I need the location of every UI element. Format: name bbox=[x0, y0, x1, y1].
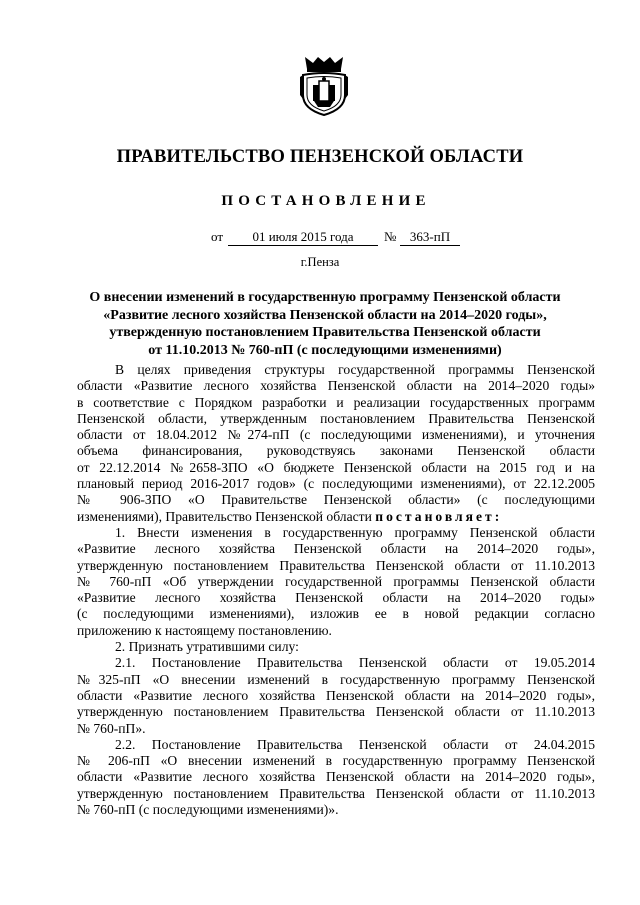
number-prefix: № bbox=[384, 229, 397, 244]
body-line: области от 18.04.2012 №274-пП (с последующими изменениями), и уточнения bbox=[77, 427, 595, 443]
body-line: №325-пП «О внесении изменений в государственную программу Пензенской bbox=[77, 671, 595, 687]
body-line: области «Развитие лесного хозяйства Пензенской области на 2014–2020 годы», bbox=[77, 687, 595, 703]
subject-line: утвержденную постановлением Правительства Пензенской области bbox=[109, 325, 541, 340]
body-line: № 760-пП «Об утверждении государственной программы Пензенской области bbox=[77, 573, 595, 589]
body-line: 2.2. Постановление Правительства Пензенской области от 24.04.2015 bbox=[115, 736, 595, 752]
body-line: в соответствие с Порядком разработки и реализации государственных программ bbox=[77, 394, 595, 410]
document-body bbox=[77, 362, 595, 818]
body-line: объема финансирования, руководствуясь законами Пензенской области bbox=[77, 443, 595, 459]
date-prefix: от bbox=[211, 229, 224, 244]
government-title: ПРАВИТЕЛЬСТВО ПЕНЗЕНСКОЙ ОБЛАСТИ bbox=[116, 147, 524, 167]
body-line: (с последующими изменениями), изложив ее в новой редакции согласно bbox=[77, 606, 595, 622]
body-line: от 22.12.2014 №2658-ЗПО «О бюджете Пензенской области на 2015 год и на bbox=[77, 459, 595, 475]
body-line: Пензенской области, утвержденным постановлением Правительства Пензенской bbox=[77, 410, 595, 426]
coat-of-arms-emblem bbox=[299, 55, 349, 117]
document-type: ПОСТАНОВЛЕНИЕ bbox=[221, 193, 431, 209]
body-line: 2.1. Постановление Правительства Пензенской области от 19.05.2014 bbox=[115, 655, 595, 671]
body-line: утвержденную постановлением Правительства Пензенской области от 11.10.2013 bbox=[77, 704, 595, 720]
city: г.Пенза bbox=[300, 255, 340, 269]
resolution-verb: постановляет: bbox=[375, 508, 503, 524]
body-line: № 906-ЗПО «О Правительстве Пензенской области» (с последующими bbox=[77, 492, 595, 508]
document-subject bbox=[60, 289, 590, 359]
body-line: № 206-пП «О внесении изменений в государственную программу Пензенской bbox=[77, 753, 595, 769]
subject-line: «Развитие лесного хозяйства Пензенской области на 2014–2020 годы», bbox=[103, 307, 547, 323]
body-line: области «Развитие лесного хозяйства Пензенской области на 2014–2020 годы», bbox=[77, 769, 595, 785]
body-line: области «Развитие лесного хозяйства Пензенской области на 2014–2020 годы» bbox=[77, 378, 595, 394]
document-number: 363-пП bbox=[409, 229, 451, 244]
body-line: 1. Внести изменения в государственную программу Пензенской области bbox=[115, 524, 595, 540]
body-line: плановый период 2016-2017 годов» (с последующими изменениями), от 22.12.2005 bbox=[77, 476, 595, 492]
document-date: 01 июля 2015 года bbox=[252, 229, 354, 244]
body-line: № 760-пП (с последующими изменениями)». bbox=[77, 802, 339, 818]
body-line: № 760-пП». bbox=[77, 720, 146, 736]
body-line: утвержденную постановлением Правительства Пензенской области от 11.10.2013 bbox=[77, 557, 595, 573]
body-line: утвержденную постановлением Правительства Пензенской области от 11.10.2013 bbox=[77, 785, 595, 801]
body-line: приложению к настоящему постановлению. bbox=[77, 622, 332, 638]
subject-line: от 11.10.2013 № 760-пП (с последующими изменениями) bbox=[148, 342, 502, 358]
body-line-text: изменениями), Правительство Пензенской области bbox=[77, 508, 372, 524]
body-line bbox=[77, 509, 595, 525]
body-line: «Развитие лесного хозяйства Пензенской области на 2014–2020 годы» bbox=[77, 590, 595, 606]
body-line: «Развитие лесного хозяйства Пензенской области на 2014–2020 годы», bbox=[77, 541, 595, 557]
body-line: В целях приведения структуры государственной программы Пензенской bbox=[115, 362, 595, 377]
subject-line: О внесении изменений в государственную программу Пензенской области bbox=[89, 290, 561, 305]
body-line: 2. Признать утратившими силу: bbox=[115, 639, 299, 655]
